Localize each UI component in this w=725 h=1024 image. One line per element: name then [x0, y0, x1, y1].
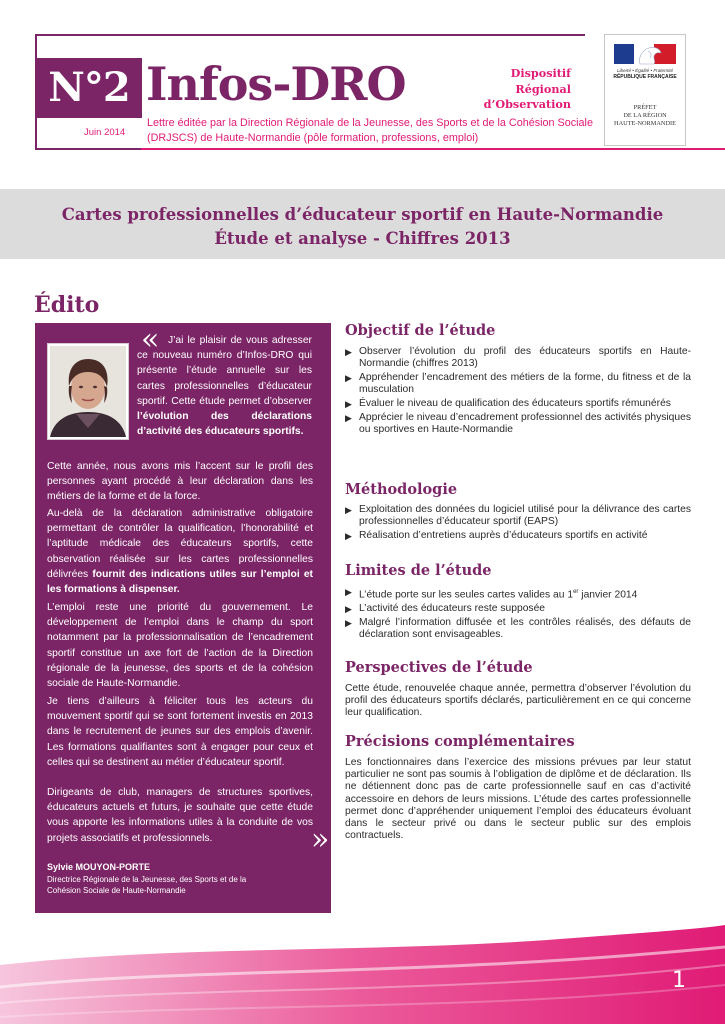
signature-name: Sylvie MOUYON-PORTE	[47, 862, 151, 872]
banner-title-line-1: Cartes professionnelles d’éducateur sportif en Haute-Normandie	[61, 205, 664, 224]
flag-blue-band	[614, 44, 634, 64]
issue-date: Juin 2014	[84, 127, 126, 138]
edito-intro	[137, 333, 312, 439]
dispositif-line-1: Dispositif	[510, 66, 571, 80]
prefet-line-2: DE LA RÉGION	[623, 112, 667, 119]
triangle-right-icon: ▶	[345, 587, 352, 597]
prefet-line-3: HAUTE-NORMANDIE	[614, 120, 676, 127]
methodologie-list	[345, 504, 691, 544]
list-item-text: Apprécier le niveau d’encadrement professionnel des activités physiques ou sportives en Haute-Normandie	[359, 411, 691, 435]
quote-open-mark: «	[141, 322, 160, 357]
prefet-text	[606, 104, 684, 128]
list-item-text: Réalisation d’entretiens auprès d’éducateurs sportifs en activité	[359, 529, 648, 541]
edito-intro-text: J’ai le plaisir de vous adresser ce nouveau numéro d’Infos-DRO qui présente l’étude annuelle sur les cartes professionnelles d’éducateur sportif. Cette étude permet d’observer	[137, 335, 312, 407]
list-item	[345, 603, 691, 615]
list-item-text: Observer l’évolution du profil des éducateurs sportifs en Haute-Normandie (chiffres 2013)	[359, 346, 691, 370]
objectif-heading: Objectif de l’étude	[345, 322, 496, 339]
list-item	[345, 530, 691, 542]
list-item	[345, 504, 691, 528]
superscript: er	[573, 589, 579, 595]
edito-heading: Édito	[34, 292, 100, 318]
footer-pink-band	[0, 925, 725, 1024]
triangle-right-icon: ▶	[345, 398, 352, 409]
banner-title-line-2: Étude et analyse - Chiffres 2013	[214, 229, 511, 248]
list-item	[345, 586, 691, 602]
page-number: 1	[672, 968, 686, 993]
prefet-motto: Liberté • Égalité • Fraternité	[616, 68, 674, 73]
list-item-text: janvier 2014	[578, 589, 638, 601]
prefet-line-1: PRÉFET	[633, 104, 657, 111]
list-item	[345, 398, 691, 410]
triangle-right-icon: ▶	[345, 604, 352, 615]
header-bottom-rule	[141, 148, 725, 150]
list-item	[345, 372, 691, 396]
list-item-text: Évaluer le niveau de qualification des éducateurs sportifs rémunérés	[359, 397, 671, 409]
precisions-text: Les fonctionnaires dans l’exercice des missions prévues par leur statut particulier ne sont pas soumis à l’obligation de diplôme et de déclaration. Ils ne détiennent donc pas de carte professionnelle sauf en cas d’activité accessoire en dehors de leurs missions. L’étude des cartes professionnelle permet donc d’appréhender uniquement l’emploi des éducateurs évoluant dans le secteur privé ou dans le secteur public sur des emplois contractuels.	[345, 757, 691, 842]
edito-paragraph-2	[47, 506, 313, 597]
dispositif-line-2: Régional	[515, 81, 571, 96]
objectif-list	[345, 346, 691, 437]
quote-close-mark: »	[311, 822, 330, 857]
limites-list	[345, 586, 691, 643]
list-item	[345, 346, 691, 370]
edito-intro-highlight: l’évolution des déclarations d’activité des éducateurs sportifs.	[137, 411, 312, 438]
list-item-text: L’étude porte sur les seules cartes valides au 1	[359, 589, 574, 601]
edito-paragraph-2-text: Au-delà de la déclaration administrative obligatoire permettant de contrôler la qualification, l’honorabilité et l’aptitude médicale des éducateurs sportifs, cette observation réalisée sur les cartes professionnelles délivrées	[47, 508, 313, 580]
dispositif-line-3: d’Observation	[483, 97, 571, 111]
signature-role	[47, 874, 297, 896]
edito-paragraph-2-highlight: fournit des indications utiles sur l’emploi et les formations à dispenser.	[47, 568, 313, 596]
triangle-right-icon: ▶	[345, 412, 352, 423]
publication-title: Infos-DRO	[146, 57, 406, 111]
perspectives-heading: Perspectives de l’étude	[345, 659, 533, 676]
signature-role-line-1: Directrice Régionale de la Jeunesse, des Sports et de la	[47, 875, 247, 884]
subtitle-line-2: (DRJSCS) de Haute-Normandie (pôle formation, professions, emploi)	[147, 132, 479, 144]
dispositif-label	[455, 66, 571, 113]
title-banner	[0, 189, 725, 259]
issue-number: N°2	[36, 58, 142, 118]
subtitle-line-1: Lettre éditée par la Direction Régionale de la Jeunesse, des Sports et de la Cohésion Sociale	[147, 117, 593, 129]
triangle-right-icon: ▶	[345, 617, 352, 628]
triangle-right-icon: ▶	[345, 372, 352, 383]
signature-role-line-2: Cohésion Sociale de Haute-Normandie	[47, 886, 186, 895]
list-item	[345, 617, 691, 641]
marianne-icon	[634, 44, 668, 66]
prefet-republique: RÉPUBLIQUE FRANÇAISE	[613, 74, 677, 80]
list-item-text: L’activité des éducateurs reste supposée	[359, 603, 546, 615]
list-item-text: Malgré l’information diffusée et les contrôles réalisés, des défauts de déclaration sont envisageables.	[359, 616, 691, 641]
list-item	[345, 412, 691, 436]
edito-paragraph-5: Dirigeants de club, managers de structures sportives, éducateurs actuels et futurs, je souhaite que cette étude vous apporte les informations utiles à la conduite de vos projets associatifs et professionnels.	[47, 787, 313, 844]
list-item-text: Appréhender l’encadrement des métiers de la forme, du fitness et de la musculation	[359, 371, 691, 396]
edito-paragraph-3: L’emploi reste une priorité du gouvernement. Le développement de l’emploi dans le champ du sport notamment par la professionnalisation de l’encadrement sportif constitue un axe fort de l’action de la Direction régionale de la jeunesse, des sports et de la cohésion sociale de Haute-Normandie.	[47, 602, 313, 690]
author-portrait	[50, 346, 126, 437]
triangle-right-icon: ▶	[345, 347, 352, 357]
limites-heading: Limites de l’étude	[345, 562, 492, 579]
publication-subtitle	[147, 116, 607, 146]
perspectives-text: Cette étude, renouvelée chaque année, permettra d’observer l’évolution du profil des éducateurs sportifs déclarés, particulièrement en ce qui concerne leur qualification.	[345, 683, 691, 719]
list-item-text: Exploitation des données du logiciel utilisé pour la délivrance des cartes professionnelles d’éducateur sportif (EAPS)	[359, 504, 691, 528]
triangle-right-icon: ▶	[345, 505, 352, 515]
edito-paragraph-1: Cette année, nous avons mis l’accent sur le profil des personnes ayant procédé à leur déclaration dans les métiers de la forme et de la force.	[47, 461, 313, 503]
header-top-rule	[141, 34, 585, 36]
methodologie-heading: Méthodologie	[345, 481, 458, 498]
precisions-heading: Précisions complémentaires	[345, 733, 575, 750]
edito-paragraph-4: Je tiens d’ailleurs à féliciter tous les acteurs du mouvement sportif qui se sont fortement investis en 2013 dans le recrutement de jeunes sur des emplois d’avenir. Les formations qualifiantes sont à engager pour ceux et celles qui se destinent au métier d’éducateur sportif.	[47, 696, 313, 768]
triangle-right-icon: ▶	[345, 530, 352, 541]
